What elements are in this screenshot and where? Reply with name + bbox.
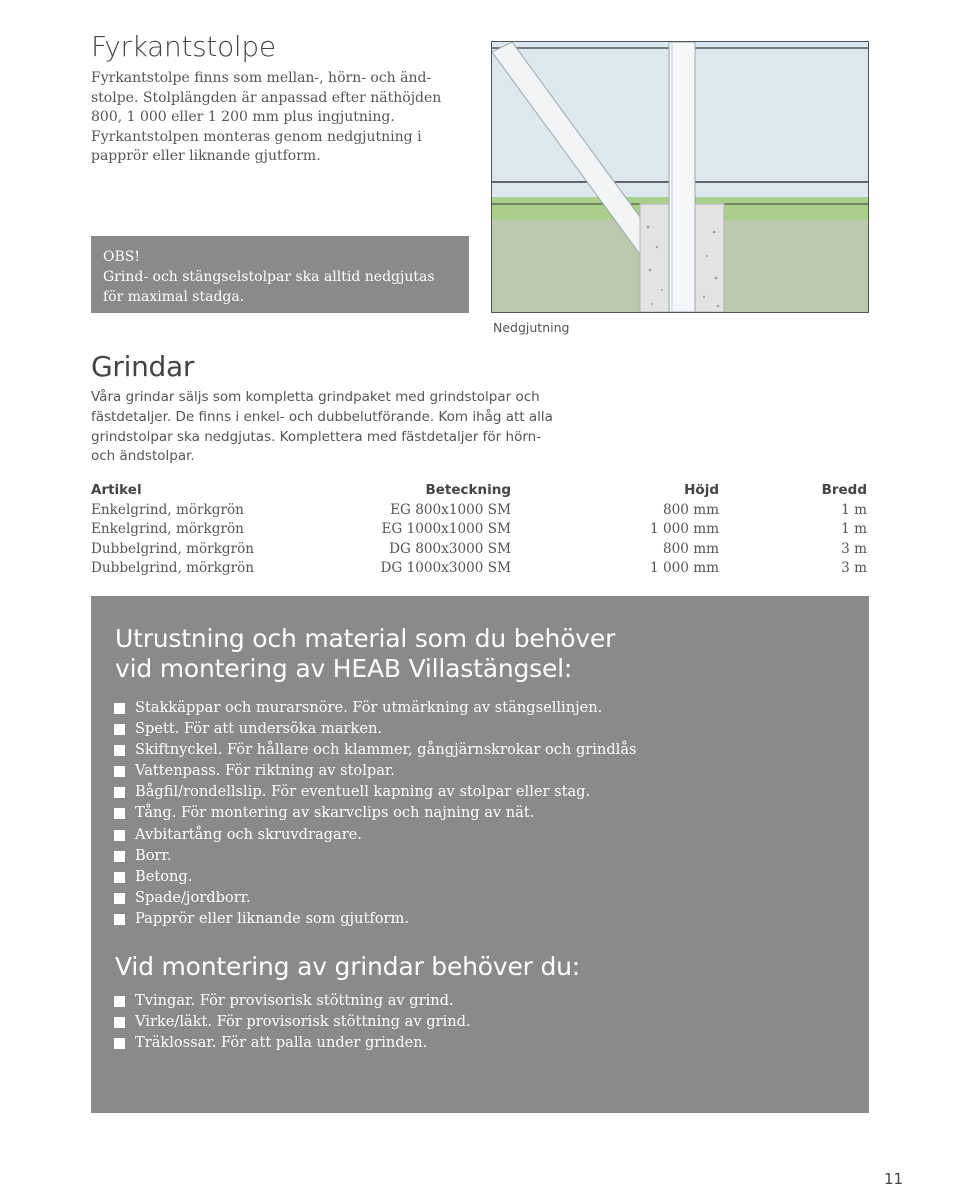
post-casting-illustration bbox=[491, 41, 869, 313]
list-item bbox=[114, 718, 637, 739]
cell-artikel: Dubbelgrind, mörkgrön bbox=[91, 560, 255, 577]
bullet-square-icon bbox=[114, 830, 125, 841]
list-item-text: Bågfil/rondellslip. För eventuell kapning av stolpar eller stag. bbox=[135, 783, 591, 801]
table-row bbox=[91, 539, 867, 559]
list-item bbox=[114, 866, 637, 887]
list-item-text: Betong. bbox=[135, 867, 193, 885]
bullet-square-icon bbox=[114, 724, 125, 735]
gate-equipment-heading: Vid montering av grindar behöver du: bbox=[115, 952, 581, 981]
list-item-text: Spade/jordborr. bbox=[135, 888, 251, 906]
obs-notice-box bbox=[91, 236, 469, 313]
bullet-square-icon bbox=[114, 787, 125, 798]
list-item bbox=[114, 1011, 471, 1032]
cell-hojd: 1 000 mm bbox=[649, 521, 719, 538]
bullet-square-icon bbox=[114, 914, 125, 925]
list-item bbox=[114, 781, 637, 802]
bullet-square-icon bbox=[114, 703, 125, 714]
bullet-square-icon bbox=[114, 872, 125, 883]
bullet-square-icon bbox=[114, 1038, 125, 1049]
gate-product-table bbox=[91, 480, 867, 578]
cell-hojd: 800 mm bbox=[662, 501, 719, 518]
cell-bredd: 3 m bbox=[841, 560, 867, 577]
list-item-text: Borr. bbox=[135, 846, 172, 864]
paragraph-line: grindstolpar ska nedgjutas. Komplettera med fästdetaljer för hörn- bbox=[91, 428, 542, 445]
bullet-square-icon bbox=[114, 808, 125, 819]
paragraph-line: 800, 1 000 eller 1 200 mm plus ingjutning. bbox=[91, 109, 395, 126]
paragraph-line: Fyrkantstolpe finns som mellan-, hörn- och änd- bbox=[91, 70, 432, 86]
list-item-text: Vattenpass. För riktning av stolpar. bbox=[135, 762, 395, 780]
list-item bbox=[114, 824, 637, 845]
illustration-caption: Nedgjutning bbox=[493, 320, 570, 335]
bullet-square-icon bbox=[114, 766, 125, 777]
list-item-text: Avbitartång och skruvdragare. bbox=[135, 825, 362, 843]
paragraph-line: papprör eller liknande gjutform. bbox=[91, 148, 321, 165]
square-post bbox=[669, 42, 695, 312]
paragraph-line: fästdetaljer. De finns i enkel- och dubbelutförande. Kom ihåg att alla bbox=[91, 408, 553, 425]
bullet-square-icon bbox=[114, 745, 125, 756]
cell-artikel: Dubbelgrind, mörkgrön bbox=[91, 540, 255, 557]
heading-line: vid montering av HEAB Villastängsel: bbox=[115, 654, 573, 683]
cell-hojd: 800 mm bbox=[662, 540, 719, 557]
cell-beteckning: EG 800x1000 SM bbox=[390, 501, 511, 518]
bullet-square-icon bbox=[114, 1017, 125, 1028]
equipment-info-box bbox=[91, 596, 869, 1113]
bullet-square-icon bbox=[114, 851, 125, 862]
obs-label: OBS! bbox=[103, 249, 140, 265]
list-item bbox=[114, 845, 637, 866]
cell-beteckning: DG 1000x3000 SM bbox=[380, 560, 511, 577]
list-item-text: Spett. För att undersöka marken. bbox=[135, 720, 383, 738]
column-header-artikel: Artikel bbox=[91, 482, 142, 498]
list-item bbox=[114, 760, 637, 781]
cell-bredd: 3 m bbox=[841, 540, 867, 557]
list-item-text: Virke/läkt. För provisorisk stöttning av grind. bbox=[135, 1013, 471, 1031]
list-item bbox=[114, 908, 637, 929]
heading-line: Utrustning och material som du behöver bbox=[115, 624, 616, 653]
column-header-hojd: Höjd bbox=[684, 482, 719, 498]
paragraph-line: och ändstolpar. bbox=[91, 448, 195, 465]
table-header-row bbox=[91, 480, 867, 500]
grindar-paragraph bbox=[91, 388, 591, 467]
obs-line: för maximal stadga. bbox=[103, 289, 245, 305]
bullet-square-icon bbox=[114, 893, 125, 904]
column-header-bredd: Bredd bbox=[821, 482, 867, 498]
paragraph-line: stolpe. Stolplängden är anpassad efter näthöjden bbox=[91, 89, 442, 106]
cell-bredd: 1 m bbox=[841, 521, 867, 538]
paragraph-line: Fyrkantstolpen monteras genom nedgjutning i bbox=[91, 128, 422, 145]
equipment-heading bbox=[115, 624, 615, 684]
cell-beteckning: DG 800x3000 SM bbox=[389, 540, 511, 557]
paragraph-line: Våra grindar säljs som kompletta grindpaket med grindstolpar och bbox=[91, 389, 540, 405]
obs-line: Grind- och stängselstolpar ska alltid nedgjutas bbox=[103, 269, 435, 285]
post-casting-drawing bbox=[492, 42, 868, 312]
list-item-text: Stakkäppar och murarsnöre. För utmärkning av stängsellinjen. bbox=[135, 699, 603, 716]
list-item bbox=[114, 990, 471, 1011]
table-row bbox=[91, 520, 867, 540]
gate-equipment-list bbox=[114, 990, 471, 1053]
list-item-text: Tång. För montering av skarvclips och najning av nät. bbox=[135, 804, 535, 822]
list-item-text: Tvingar. För provisorisk stöttning av grind. bbox=[135, 992, 454, 1009]
column-header-beteckning: Beteckning bbox=[425, 482, 511, 498]
bullet-square-icon bbox=[114, 996, 125, 1007]
list-item bbox=[114, 739, 637, 760]
equipment-list bbox=[114, 697, 637, 929]
section-title-fyrkantstolpe: Fyrkantstolpe bbox=[91, 30, 276, 63]
list-item bbox=[114, 887, 637, 908]
table-row bbox=[91, 500, 867, 520]
list-item-text: Skiftnyckel. För hållare och klammer, gångjärnskrokar och grindlås bbox=[135, 741, 637, 759]
list-item bbox=[114, 697, 637, 718]
fyrkantstolpe-paragraph bbox=[91, 69, 471, 167]
cell-artikel: Enkelgrind, mörkgrön bbox=[91, 501, 244, 518]
list-item-text: Papprör eller liknande som gjutform. bbox=[135, 909, 409, 927]
list-item bbox=[114, 1032, 471, 1053]
section-title-grindar: Grindar bbox=[91, 350, 195, 383]
cell-artikel: Enkelgrind, mörkgrön bbox=[91, 521, 244, 538]
list-item bbox=[114, 802, 637, 823]
cell-bredd: 1 m bbox=[841, 501, 867, 518]
table-row bbox=[91, 559, 867, 579]
cell-beteckning: EG 1000x1000 SM bbox=[381, 521, 511, 538]
list-item-text: Träklossar. För att palla under grinden. bbox=[135, 1034, 428, 1052]
page-number: 11 bbox=[884, 1170, 904, 1188]
cell-hojd: 1 000 mm bbox=[649, 560, 719, 577]
